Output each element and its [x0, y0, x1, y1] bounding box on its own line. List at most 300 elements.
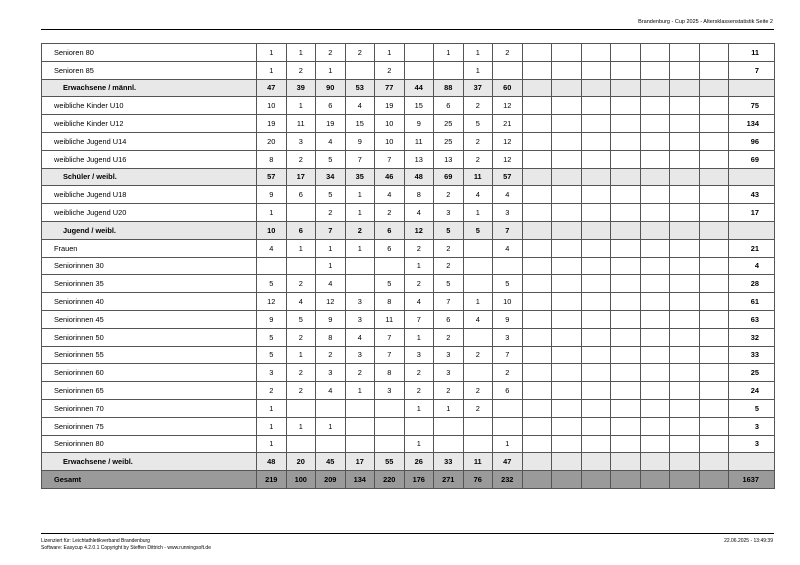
count-cell: [552, 204, 582, 222]
count-cell: [670, 310, 700, 328]
count-cell: [640, 186, 670, 204]
count-cell: 1: [404, 328, 434, 346]
count-cell: 2: [286, 61, 316, 79]
row-total: [729, 79, 775, 97]
count-cell: [522, 471, 552, 489]
count-cell: [552, 97, 582, 115]
count-cell: 37: [463, 79, 493, 97]
count-cell: 2: [316, 346, 346, 364]
count-cell: [522, 61, 552, 79]
count-cell: [699, 150, 729, 168]
count-cell: [522, 328, 552, 346]
row-label: Seniorinnen 70: [42, 399, 257, 417]
row-label: weibliche Jugend U16: [42, 150, 257, 168]
count-cell: [552, 257, 582, 275]
row-total: 134: [729, 115, 775, 133]
row-total: 21: [729, 239, 775, 257]
count-cell: [611, 346, 641, 364]
count-cell: 1: [463, 204, 493, 222]
count-cell: 1: [257, 61, 287, 79]
table-row: [42, 186, 775, 204]
count-cell: [640, 221, 670, 239]
footer-divider: [41, 533, 774, 534]
row-label: Schüler / weibl.: [42, 168, 257, 186]
count-cell: 19: [316, 115, 346, 133]
row-label: Erwachsene / männl.: [42, 79, 257, 97]
count-cell: 35: [345, 168, 375, 186]
count-cell: [699, 275, 729, 293]
header-divider: [41, 29, 774, 30]
count-cell: [581, 382, 611, 400]
footer-software: Software: Easycup 4.2.0.1 Copyright by Steffen Dittrich - www.runningsoft.de: [41, 545, 211, 551]
count-cell: [463, 328, 493, 346]
count-cell: 6: [375, 239, 405, 257]
count-cell: [463, 417, 493, 435]
count-cell: 47: [257, 79, 287, 97]
count-cell: 4: [316, 132, 346, 150]
count-cell: [670, 204, 700, 222]
count-cell: 2: [345, 44, 375, 62]
count-cell: 17: [345, 453, 375, 471]
count-cell: [552, 275, 582, 293]
table-row: [42, 97, 775, 115]
row-label: weibliche Kinder U12: [42, 115, 257, 133]
count-cell: [670, 471, 700, 489]
count-cell: [552, 364, 582, 382]
count-cell: 2: [434, 186, 464, 204]
count-cell: [522, 150, 552, 168]
count-cell: [286, 257, 316, 275]
row-total: 3: [729, 435, 775, 453]
count-cell: 12: [257, 293, 287, 311]
count-cell: [522, 44, 552, 62]
count-cell: [611, 364, 641, 382]
count-cell: 2: [404, 275, 434, 293]
count-cell: [552, 186, 582, 204]
count-cell: 1: [286, 44, 316, 62]
table-row: [42, 346, 775, 364]
row-total: 63: [729, 310, 775, 328]
count-cell: [552, 382, 582, 400]
count-cell: 44: [404, 79, 434, 97]
count-cell: [670, 257, 700, 275]
count-cell: 5: [257, 328, 287, 346]
count-cell: 57: [493, 168, 523, 186]
footer-license: Lizenziert für: Leichtathletikverband Brandenburg: [41, 538, 150, 544]
count-cell: 1: [257, 399, 287, 417]
table-row: [42, 239, 775, 257]
count-cell: [522, 257, 552, 275]
row-label: Seniorinnen 65: [42, 382, 257, 400]
count-cell: 1: [257, 417, 287, 435]
count-cell: 4: [463, 310, 493, 328]
count-cell: [345, 399, 375, 417]
count-cell: [699, 310, 729, 328]
count-cell: 34: [316, 168, 346, 186]
count-cell: [640, 435, 670, 453]
count-cell: 10: [257, 221, 287, 239]
count-cell: [699, 168, 729, 186]
count-cell: [522, 97, 552, 115]
count-cell: [611, 328, 641, 346]
count-cell: [611, 168, 641, 186]
count-cell: 176: [404, 471, 434, 489]
grand-total-row: [42, 471, 775, 489]
count-cell: 5: [463, 115, 493, 133]
count-cell: 7: [434, 293, 464, 311]
count-cell: [699, 115, 729, 133]
count-cell: [463, 239, 493, 257]
count-cell: [611, 275, 641, 293]
row-total: [729, 453, 775, 471]
count-cell: [581, 97, 611, 115]
count-cell: [699, 435, 729, 453]
count-cell: 4: [316, 275, 346, 293]
table-row: [42, 44, 775, 62]
row-total: [729, 221, 775, 239]
count-cell: [699, 257, 729, 275]
count-cell: 1: [316, 417, 346, 435]
count-cell: [522, 435, 552, 453]
count-cell: [699, 417, 729, 435]
row-label: weibliche Jugend U18: [42, 186, 257, 204]
table-body: [42, 44, 775, 489]
count-cell: 9: [493, 310, 523, 328]
count-cell: [640, 132, 670, 150]
count-cell: 2: [463, 382, 493, 400]
row-label: weibliche Jugend U20: [42, 204, 257, 222]
count-cell: 19: [257, 115, 287, 133]
count-cell: 57: [257, 168, 287, 186]
count-cell: 25: [434, 132, 464, 150]
count-cell: 1: [434, 44, 464, 62]
count-cell: [581, 453, 611, 471]
count-cell: [670, 186, 700, 204]
row-label: Seniorinnen 35: [42, 275, 257, 293]
count-cell: 4: [286, 293, 316, 311]
count-cell: [552, 115, 582, 133]
count-cell: 5: [257, 275, 287, 293]
count-cell: [552, 346, 582, 364]
row-total: 43: [729, 186, 775, 204]
row-total: 7: [729, 61, 775, 79]
count-cell: 1: [345, 239, 375, 257]
count-cell: 5: [493, 275, 523, 293]
count-cell: 60: [493, 79, 523, 97]
count-cell: [463, 275, 493, 293]
count-cell: [581, 44, 611, 62]
count-cell: [699, 364, 729, 382]
count-cell: [552, 417, 582, 435]
count-cell: [611, 399, 641, 417]
count-cell: 2: [493, 44, 523, 62]
table-row: [42, 61, 775, 79]
count-cell: [552, 239, 582, 257]
count-cell: [581, 115, 611, 133]
count-cell: [640, 364, 670, 382]
count-cell: [552, 435, 582, 453]
count-cell: [699, 453, 729, 471]
count-cell: 25: [434, 115, 464, 133]
count-cell: [611, 471, 641, 489]
count-cell: 2: [463, 150, 493, 168]
row-total: 32: [729, 328, 775, 346]
count-cell: 1: [493, 435, 523, 453]
count-cell: [552, 399, 582, 417]
count-cell: [375, 435, 405, 453]
count-cell: 1: [316, 239, 346, 257]
count-cell: [552, 79, 582, 97]
count-cell: [640, 79, 670, 97]
count-cell: 48: [404, 168, 434, 186]
table-row: [42, 257, 775, 275]
count-cell: 271: [434, 471, 464, 489]
count-cell: 1: [257, 435, 287, 453]
count-cell: [581, 257, 611, 275]
count-cell: [670, 239, 700, 257]
count-cell: 2: [434, 239, 464, 257]
count-cell: [463, 435, 493, 453]
count-cell: [699, 132, 729, 150]
count-cell: 3: [286, 132, 316, 150]
count-cell: [611, 221, 641, 239]
count-cell: [670, 453, 700, 471]
row-label: Senioren 80: [42, 44, 257, 62]
count-cell: 7: [493, 346, 523, 364]
count-cell: [670, 168, 700, 186]
count-cell: [522, 417, 552, 435]
count-cell: [552, 293, 582, 311]
count-cell: 77: [375, 79, 405, 97]
count-cell: 3: [434, 364, 464, 382]
count-cell: [670, 364, 700, 382]
count-cell: 5: [286, 310, 316, 328]
count-cell: 2: [316, 204, 346, 222]
count-cell: [522, 186, 552, 204]
count-cell: 90: [316, 79, 346, 97]
table-row: [42, 293, 775, 311]
count-cell: 2: [463, 399, 493, 417]
count-cell: [611, 61, 641, 79]
count-cell: 2: [404, 364, 434, 382]
count-cell: [611, 186, 641, 204]
count-cell: 3: [404, 346, 434, 364]
count-cell: [611, 293, 641, 311]
count-cell: [670, 382, 700, 400]
table-row: [42, 328, 775, 346]
row-total: 3: [729, 417, 775, 435]
count-cell: [640, 61, 670, 79]
table-row: [42, 204, 775, 222]
age-class-statistics-table: [41, 43, 775, 489]
count-cell: [611, 310, 641, 328]
count-cell: 2: [257, 382, 287, 400]
count-cell: [611, 44, 641, 62]
count-cell: [522, 115, 552, 133]
count-cell: [493, 257, 523, 275]
count-cell: 88: [434, 79, 464, 97]
count-cell: 11: [375, 310, 405, 328]
count-cell: 7: [316, 221, 346, 239]
count-cell: 8: [316, 328, 346, 346]
count-cell: 4: [375, 186, 405, 204]
count-cell: [286, 204, 316, 222]
count-cell: 8: [375, 293, 405, 311]
count-cell: 6: [286, 186, 316, 204]
subtotal-row: [42, 221, 775, 239]
count-cell: 1: [286, 239, 316, 257]
count-cell: [522, 399, 552, 417]
count-cell: 2: [463, 346, 493, 364]
table-row: [42, 417, 775, 435]
count-cell: 53: [345, 79, 375, 97]
table-row: [42, 310, 775, 328]
count-cell: [552, 471, 582, 489]
count-cell: 17: [286, 168, 316, 186]
count-cell: [640, 204, 670, 222]
count-cell: 134: [345, 471, 375, 489]
count-cell: [640, 239, 670, 257]
count-cell: 20: [286, 453, 316, 471]
count-cell: 11: [286, 115, 316, 133]
count-cell: [611, 257, 641, 275]
count-cell: 12: [493, 97, 523, 115]
count-cell: [581, 221, 611, 239]
count-cell: [345, 435, 375, 453]
count-cell: 1: [257, 44, 287, 62]
count-cell: 1: [286, 97, 316, 115]
count-cell: 2: [434, 328, 464, 346]
count-cell: [670, 115, 700, 133]
count-cell: [611, 239, 641, 257]
count-cell: [552, 310, 582, 328]
count-cell: [286, 435, 316, 453]
count-cell: [552, 150, 582, 168]
count-cell: 9: [316, 310, 346, 328]
count-cell: 209: [316, 471, 346, 489]
count-cell: [522, 204, 552, 222]
count-cell: 4: [493, 239, 523, 257]
count-cell: 6: [375, 221, 405, 239]
count-cell: [581, 364, 611, 382]
row-label: Gesamt: [42, 471, 257, 489]
count-cell: [640, 399, 670, 417]
count-cell: 15: [404, 97, 434, 115]
count-cell: 46: [375, 168, 405, 186]
count-cell: 2: [345, 364, 375, 382]
count-cell: [581, 79, 611, 97]
count-cell: 5: [434, 275, 464, 293]
count-cell: 2: [493, 364, 523, 382]
count-cell: [581, 328, 611, 346]
count-cell: 2: [286, 275, 316, 293]
row-label: weibliche Kinder U10: [42, 97, 257, 115]
count-cell: 5: [434, 221, 464, 239]
row-label: Seniorinnen 30: [42, 257, 257, 275]
row-label: Seniorinnen 80: [42, 435, 257, 453]
count-cell: 4: [257, 239, 287, 257]
count-cell: 2: [375, 204, 405, 222]
count-cell: 26: [404, 453, 434, 471]
count-cell: [640, 44, 670, 62]
count-cell: [611, 417, 641, 435]
count-cell: [640, 346, 670, 364]
count-cell: [552, 61, 582, 79]
count-cell: 4: [463, 186, 493, 204]
count-cell: [581, 471, 611, 489]
count-cell: [522, 364, 552, 382]
count-cell: [640, 275, 670, 293]
count-cell: [552, 132, 582, 150]
count-cell: [611, 115, 641, 133]
count-cell: [611, 79, 641, 97]
count-cell: [581, 132, 611, 150]
count-cell: [640, 471, 670, 489]
count-cell: 10: [375, 132, 405, 150]
count-cell: 2: [286, 382, 316, 400]
count-cell: [552, 221, 582, 239]
count-cell: [434, 61, 464, 79]
count-cell: 3: [345, 310, 375, 328]
count-cell: [640, 328, 670, 346]
count-cell: 11: [463, 168, 493, 186]
count-cell: 7: [375, 346, 405, 364]
count-cell: [404, 44, 434, 62]
count-cell: [670, 399, 700, 417]
count-cell: 69: [434, 168, 464, 186]
subtotal-row: [42, 168, 775, 186]
count-cell: 9: [257, 310, 287, 328]
count-cell: 48: [257, 453, 287, 471]
count-cell: [375, 257, 405, 275]
row-total: 61: [729, 293, 775, 311]
count-cell: 2: [345, 221, 375, 239]
count-cell: [316, 399, 346, 417]
count-cell: 12: [493, 150, 523, 168]
count-cell: 1: [404, 435, 434, 453]
count-cell: [670, 44, 700, 62]
count-cell: 2: [286, 364, 316, 382]
count-cell: 1: [345, 204, 375, 222]
count-cell: [552, 44, 582, 62]
count-cell: [522, 132, 552, 150]
count-cell: [699, 61, 729, 79]
count-cell: [552, 168, 582, 186]
table-row: [42, 364, 775, 382]
count-cell: [699, 239, 729, 257]
count-cell: [640, 310, 670, 328]
count-cell: [463, 257, 493, 275]
count-cell: 4: [404, 293, 434, 311]
count-cell: [670, 150, 700, 168]
count-cell: [640, 293, 670, 311]
count-cell: [670, 132, 700, 150]
count-cell: 3: [375, 382, 405, 400]
count-cell: 1: [463, 61, 493, 79]
count-cell: [670, 346, 700, 364]
count-cell: 6: [434, 97, 464, 115]
row-total: 28: [729, 275, 775, 293]
count-cell: 4: [404, 204, 434, 222]
count-cell: 9: [257, 186, 287, 204]
count-cell: [375, 417, 405, 435]
count-cell: 2: [286, 328, 316, 346]
count-cell: [699, 204, 729, 222]
count-cell: [699, 293, 729, 311]
count-cell: [581, 399, 611, 417]
count-cell: 1: [286, 417, 316, 435]
count-cell: 1: [316, 257, 346, 275]
